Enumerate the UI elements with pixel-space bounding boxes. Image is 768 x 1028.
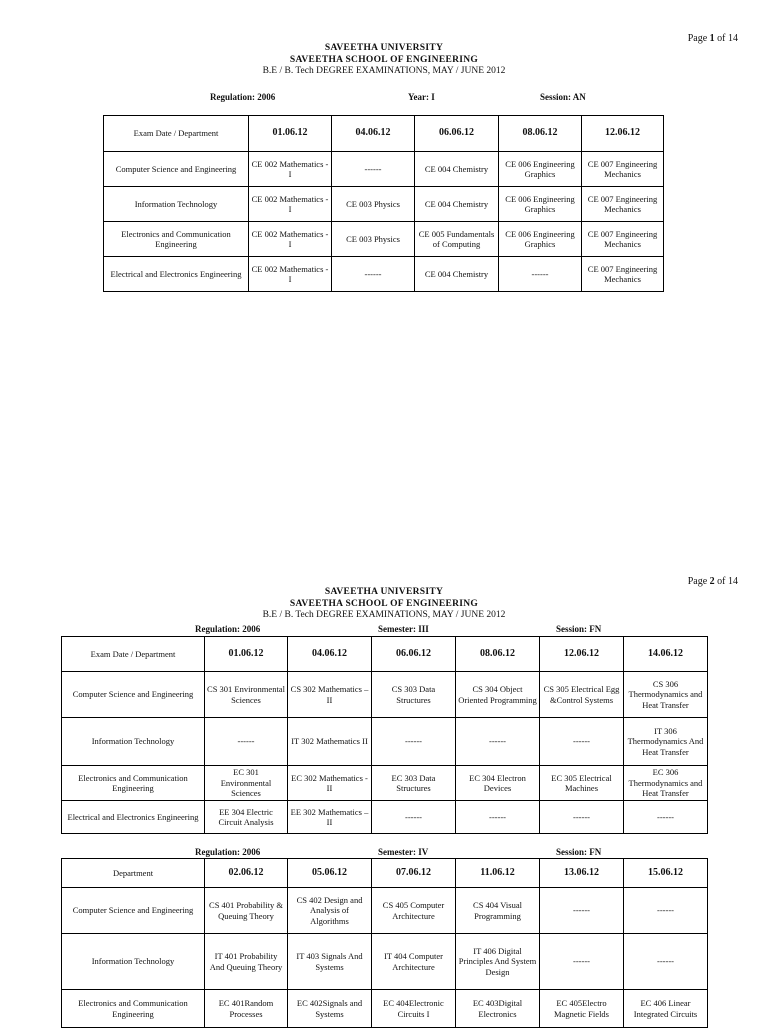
exam-title: B.E / B. Tech DEGREE EXAMINATIONS, MAY / JUNE 2012 <box>262 610 506 620</box>
course-cell: CE 002 Mathematics - I <box>249 257 332 292</box>
course-cell: ------ <box>332 257 415 292</box>
exam-date-cell: 05.06.12 <box>288 859 372 888</box>
department-row <box>104 152 664 187</box>
course-cell: ------ <box>205 718 288 766</box>
course-cell: CE 002 Mathematics - I <box>249 152 332 187</box>
course-cell: CE 004 Chemistry <box>415 187 499 222</box>
header-label-cell: Department <box>62 859 205 888</box>
course-cell: CE 002 Mathematics - I <box>249 222 332 257</box>
course-cell: EC 404Electronic Circuits I <box>372 990 456 1028</box>
exam-date-cell: 04.06.12 <box>332 116 415 152</box>
exam-date-cell: 07.06.12 <box>372 859 456 888</box>
course-cell: ------ <box>372 801 456 834</box>
department-name-cell: Electronics and Communication Engineering <box>62 990 205 1028</box>
page-number: Page 2 of 14 <box>687 576 738 587</box>
university-title: SAVEETHA UNIVERSITY <box>324 43 444 53</box>
course-cell: IT 404 Computer Architecture <box>372 934 456 990</box>
session-label: Session: FN <box>556 847 602 857</box>
exam-date-cell: 08.06.12 <box>456 637 540 672</box>
course-cell: EC 402Signals and Systems <box>288 990 372 1028</box>
department-name-cell: Information Technology <box>104 187 249 222</box>
course-cell: CS 405 Computer Architecture <box>372 888 456 934</box>
course-cell: ------ <box>372 718 456 766</box>
course-cell: EC 401Random Processes <box>205 990 288 1028</box>
department-row <box>104 257 664 292</box>
department-row <box>62 990 708 1028</box>
department-row <box>62 672 708 718</box>
course-cell: ------ <box>456 718 540 766</box>
course-cell: ------ <box>540 718 624 766</box>
course-cell: EC 403Digital Electronics <box>456 990 540 1028</box>
department-row <box>62 766 708 801</box>
department-name-cell: Computer Science and Engineering <box>104 152 249 187</box>
page-2 <box>0 545 768 1024</box>
document-header <box>0 587 768 622</box>
header-label-cell: Exam Date / Department <box>62 637 205 672</box>
course-cell: CE 007 Engineering Mechanics <box>582 187 664 222</box>
course-cell: CS 306 Thermodynamics and Heat Transfer <box>624 672 708 718</box>
header-row <box>62 859 708 888</box>
course-cell: IT 302 Mathematics II <box>288 718 372 766</box>
header-label-cell: Exam Date / Department <box>104 116 249 152</box>
header-row <box>62 637 708 672</box>
course-cell: ------ <box>540 888 624 934</box>
department-name-cell: Electrical and Electronics Engineering <box>62 801 205 834</box>
course-cell: ------ <box>540 801 624 834</box>
school-title: SAVEETHA SCHOOL OF ENGINEERING <box>289 598 479 609</box>
course-cell: CE 003 Physics <box>332 187 415 222</box>
department-row <box>104 187 664 222</box>
course-cell: ------ <box>499 257 582 292</box>
exam-date-cell: 06.06.12 <box>415 116 499 152</box>
course-cell: EC 406 Linear Integrated Circuits <box>624 990 708 1028</box>
department-name-cell: Electronics and Communication Engineering <box>104 222 249 257</box>
course-cell: EC 405Electro Magnetic Fields <box>540 990 624 1028</box>
exam-date-cell: 13.06.12 <box>540 859 624 888</box>
course-cell: EC 303 Data Structures <box>372 766 456 801</box>
session-label: Session: AN <box>540 92 586 102</box>
department-row <box>62 718 708 766</box>
department-name-cell: Computer Science and Engineering <box>62 888 205 934</box>
course-cell: CS 404 Visual Programming <box>456 888 540 934</box>
department-name-cell: Computer Science and Engineering <box>62 672 205 718</box>
department-row <box>62 888 708 934</box>
course-cell: EE 304 Electric Circuit Analysis <box>205 801 288 834</box>
course-cell: IT 406 Digital Principles And System Design <box>456 934 540 990</box>
regulation-label: Regulation: 2006 <box>195 847 261 857</box>
exam-date-cell: 04.06.12 <box>288 637 372 672</box>
course-cell: CS 303 Data Structures <box>372 672 456 718</box>
course-cell: IT 306 Thermodynamics And Heat Transfer <box>624 718 708 766</box>
course-cell: EC 304 Electron Devices <box>456 766 540 801</box>
course-cell: ------ <box>624 801 708 834</box>
session-label: Session: FN <box>556 624 602 634</box>
regulation-label: Regulation: 2006 <box>210 92 276 102</box>
page-number: Page 1 of 14 <box>687 33 738 44</box>
course-cell: CE 002 Mathematics - I <box>249 187 332 222</box>
course-cell: EC 305 Electrical Machines <box>540 766 624 801</box>
exam-date-cell: 14.06.12 <box>624 637 708 672</box>
timetable-year-1 <box>103 115 664 292</box>
header-row <box>104 116 664 152</box>
department-row <box>104 222 664 257</box>
timetable-body <box>104 116 664 292</box>
course-cell: CE 005 Fundamentals of Computing <box>415 222 499 257</box>
year-label: Year: I <box>408 92 435 102</box>
semester-label: Semester: III <box>378 624 429 634</box>
course-cell: ------ <box>624 934 708 990</box>
course-cell: IT 401 Probability And Queuing Theory <box>205 934 288 990</box>
exam-date-cell: 06.06.12 <box>372 637 456 672</box>
department-name-cell: Information Technology <box>62 718 205 766</box>
department-name-cell: Information Technology <box>62 934 205 990</box>
course-cell: CE 004 Chemistry <box>415 152 499 187</box>
exam-date-cell: 01.06.12 <box>205 637 288 672</box>
document-header <box>0 43 768 78</box>
department-row <box>62 801 708 834</box>
course-cell: EE 302 Mathematics – II <box>288 801 372 834</box>
course-cell: CS 301 Environmental Sciences <box>205 672 288 718</box>
course-cell: CS 304 Object Oriented Programming <box>456 672 540 718</box>
course-cell: EC 302 Mathematics - II <box>288 766 372 801</box>
exam-date-cell: 12.06.12 <box>540 637 624 672</box>
course-cell: IT 403 Signals And Systems <box>288 934 372 990</box>
course-cell: CE 006 Engineering Graphics <box>499 222 582 257</box>
course-cell: CE 006 Engineering Graphics <box>499 187 582 222</box>
course-cell: CE 006 Engineering Graphics <box>499 152 582 187</box>
department-name-cell: Electrical and Electronics Engineering <box>104 257 249 292</box>
course-cell: ------ <box>624 888 708 934</box>
exam-date-cell: 02.06.12 <box>205 859 288 888</box>
course-cell: CE 004 Chemistry <box>415 257 499 292</box>
course-cell: ------ <box>332 152 415 187</box>
exam-date-cell: 01.06.12 <box>249 116 332 152</box>
timetable-semester-4 <box>61 858 708 1028</box>
course-cell: CS 401 Probability & Queuing Theory <box>205 888 288 934</box>
timetable-body <box>62 859 708 1028</box>
course-cell: CE 007 Engineering Mechanics <box>582 222 664 257</box>
regulation-label: Regulation: 2006 <box>195 624 261 634</box>
university-title: SAVEETHA UNIVERSITY <box>324 587 444 597</box>
school-title: SAVEETHA SCHOOL OF ENGINEERING <box>289 54 479 65</box>
course-cell: CE 007 Engineering Mechanics <box>582 152 664 187</box>
course-cell: CS 402 Design and Analysis of Algorithms <box>288 888 372 934</box>
exam-date-cell: 15.06.12 <box>624 859 708 888</box>
course-cell: CE 003 Physics <box>332 222 415 257</box>
timetable-semester-3 <box>61 636 708 834</box>
course-cell: EC 306 Thermodynamics and Heat Transfer <box>624 766 708 801</box>
timetable-body <box>62 637 708 834</box>
exam-date-cell: 12.06.12 <box>582 116 664 152</box>
semester-label: Semester: IV <box>378 847 429 857</box>
course-cell: ------ <box>540 934 624 990</box>
course-cell: EC 301 Environmental Sciences <box>205 766 288 801</box>
course-cell: CS 302 Mathematics – II <box>288 672 372 718</box>
course-cell: CS 305 Electrical Egg &Control Systems <box>540 672 624 718</box>
department-row <box>62 934 708 990</box>
exam-title: B.E / B. Tech DEGREE EXAMINATIONS, MAY / JUNE 2012 <box>262 66 506 76</box>
course-cell: ------ <box>456 801 540 834</box>
course-cell: CE 007 Engineering Mechanics <box>582 257 664 292</box>
exam-date-cell: 08.06.12 <box>499 116 582 152</box>
exam-date-cell: 11.06.12 <box>456 859 540 888</box>
department-name-cell: Electronics and Communication Engineering <box>62 766 205 801</box>
